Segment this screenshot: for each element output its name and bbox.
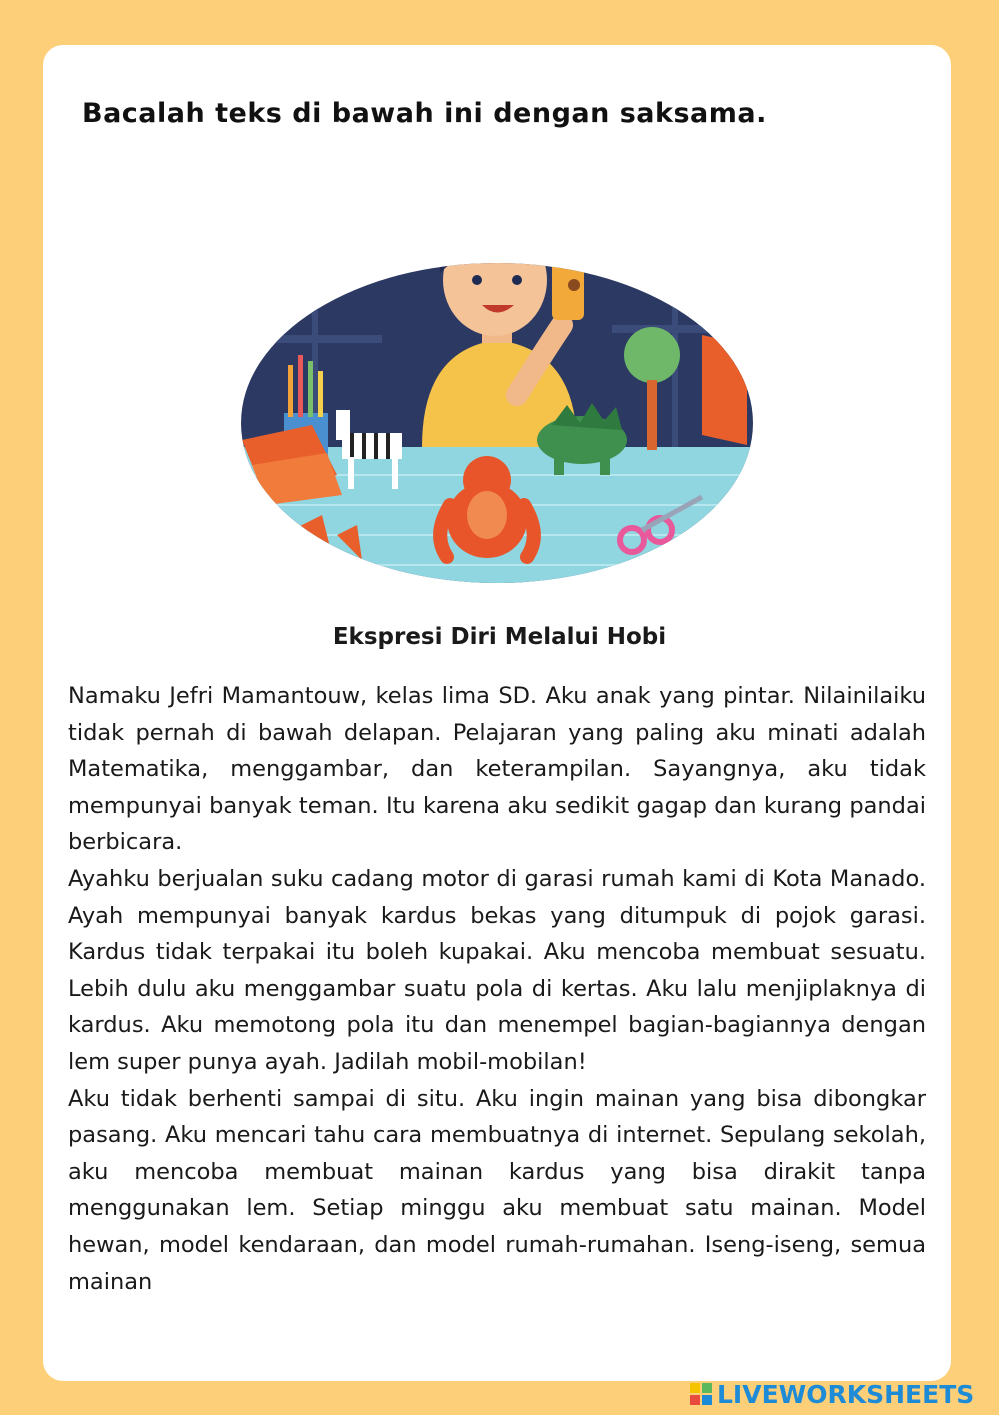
story-paragraph-1: Namaku Jefri Mamantouw, kelas lima SD. Aku anak yang pintar. Nilainilaiku tidak pernah di bawah delapan. Pelajaran yang paling aku minati adalah Matematika, menggambar, dan keterampilan. Sayangnya, aku tidak mempunyai banyak teman. Itu karena aku sedikit gagap dan kurang pandai berbicara.	[68, 683, 926, 856]
story-paragraph-2: Ayahku berjualan suku cadang motor di garasi rumah kami di Kota Manado. Ayah mempunyai banyak kardus bekas yang ditumpuk di pojok garasi. Kardus tidak terpakai itu boleh kupakai. Aku mencoba membuat sesuatu. Lebih dulu aku menggambar suatu pola di kertas. Aku lalu menjiplaknya di kardus. Aku memotong pola itu dan menempel bagian-bagiannya dengan lem super punya ayah. Jadilah mobil-mobilan!	[68, 865, 926, 1075]
liveworksheets-logo-icon	[690, 1383, 712, 1405]
story-title: Ekspresi Diri Melalui Hobi	[332, 624, 667, 650]
instruction-heading: Bacalah teks di bawah ini dengan saksama.	[82, 98, 767, 129]
liveworksheets-brand	[690, 1377, 974, 1411]
boy-with-cardboard-toys-illustration	[232, 185, 762, 595]
brand-name: LIVEWORKSHEETS	[717, 1379, 975, 1409]
story-text	[68, 678, 926, 1300]
story-paragraph-3: Aku tidak berhenti sampai di situ. Aku ingin mainan yang bisa dibongkar pasang. Aku mencari tahu cara membuatnya di internet. Sepulang sekolah, aku mencoba membuat mainan kardus yang bisa dirakit tanpa menggunakan lem. Setiap minggu aku membuat satu mainan. Model hewan, model kendaraan, dan model rumah-rumahan. Iseng-iseng, semua mainan	[68, 1085, 926, 1295]
